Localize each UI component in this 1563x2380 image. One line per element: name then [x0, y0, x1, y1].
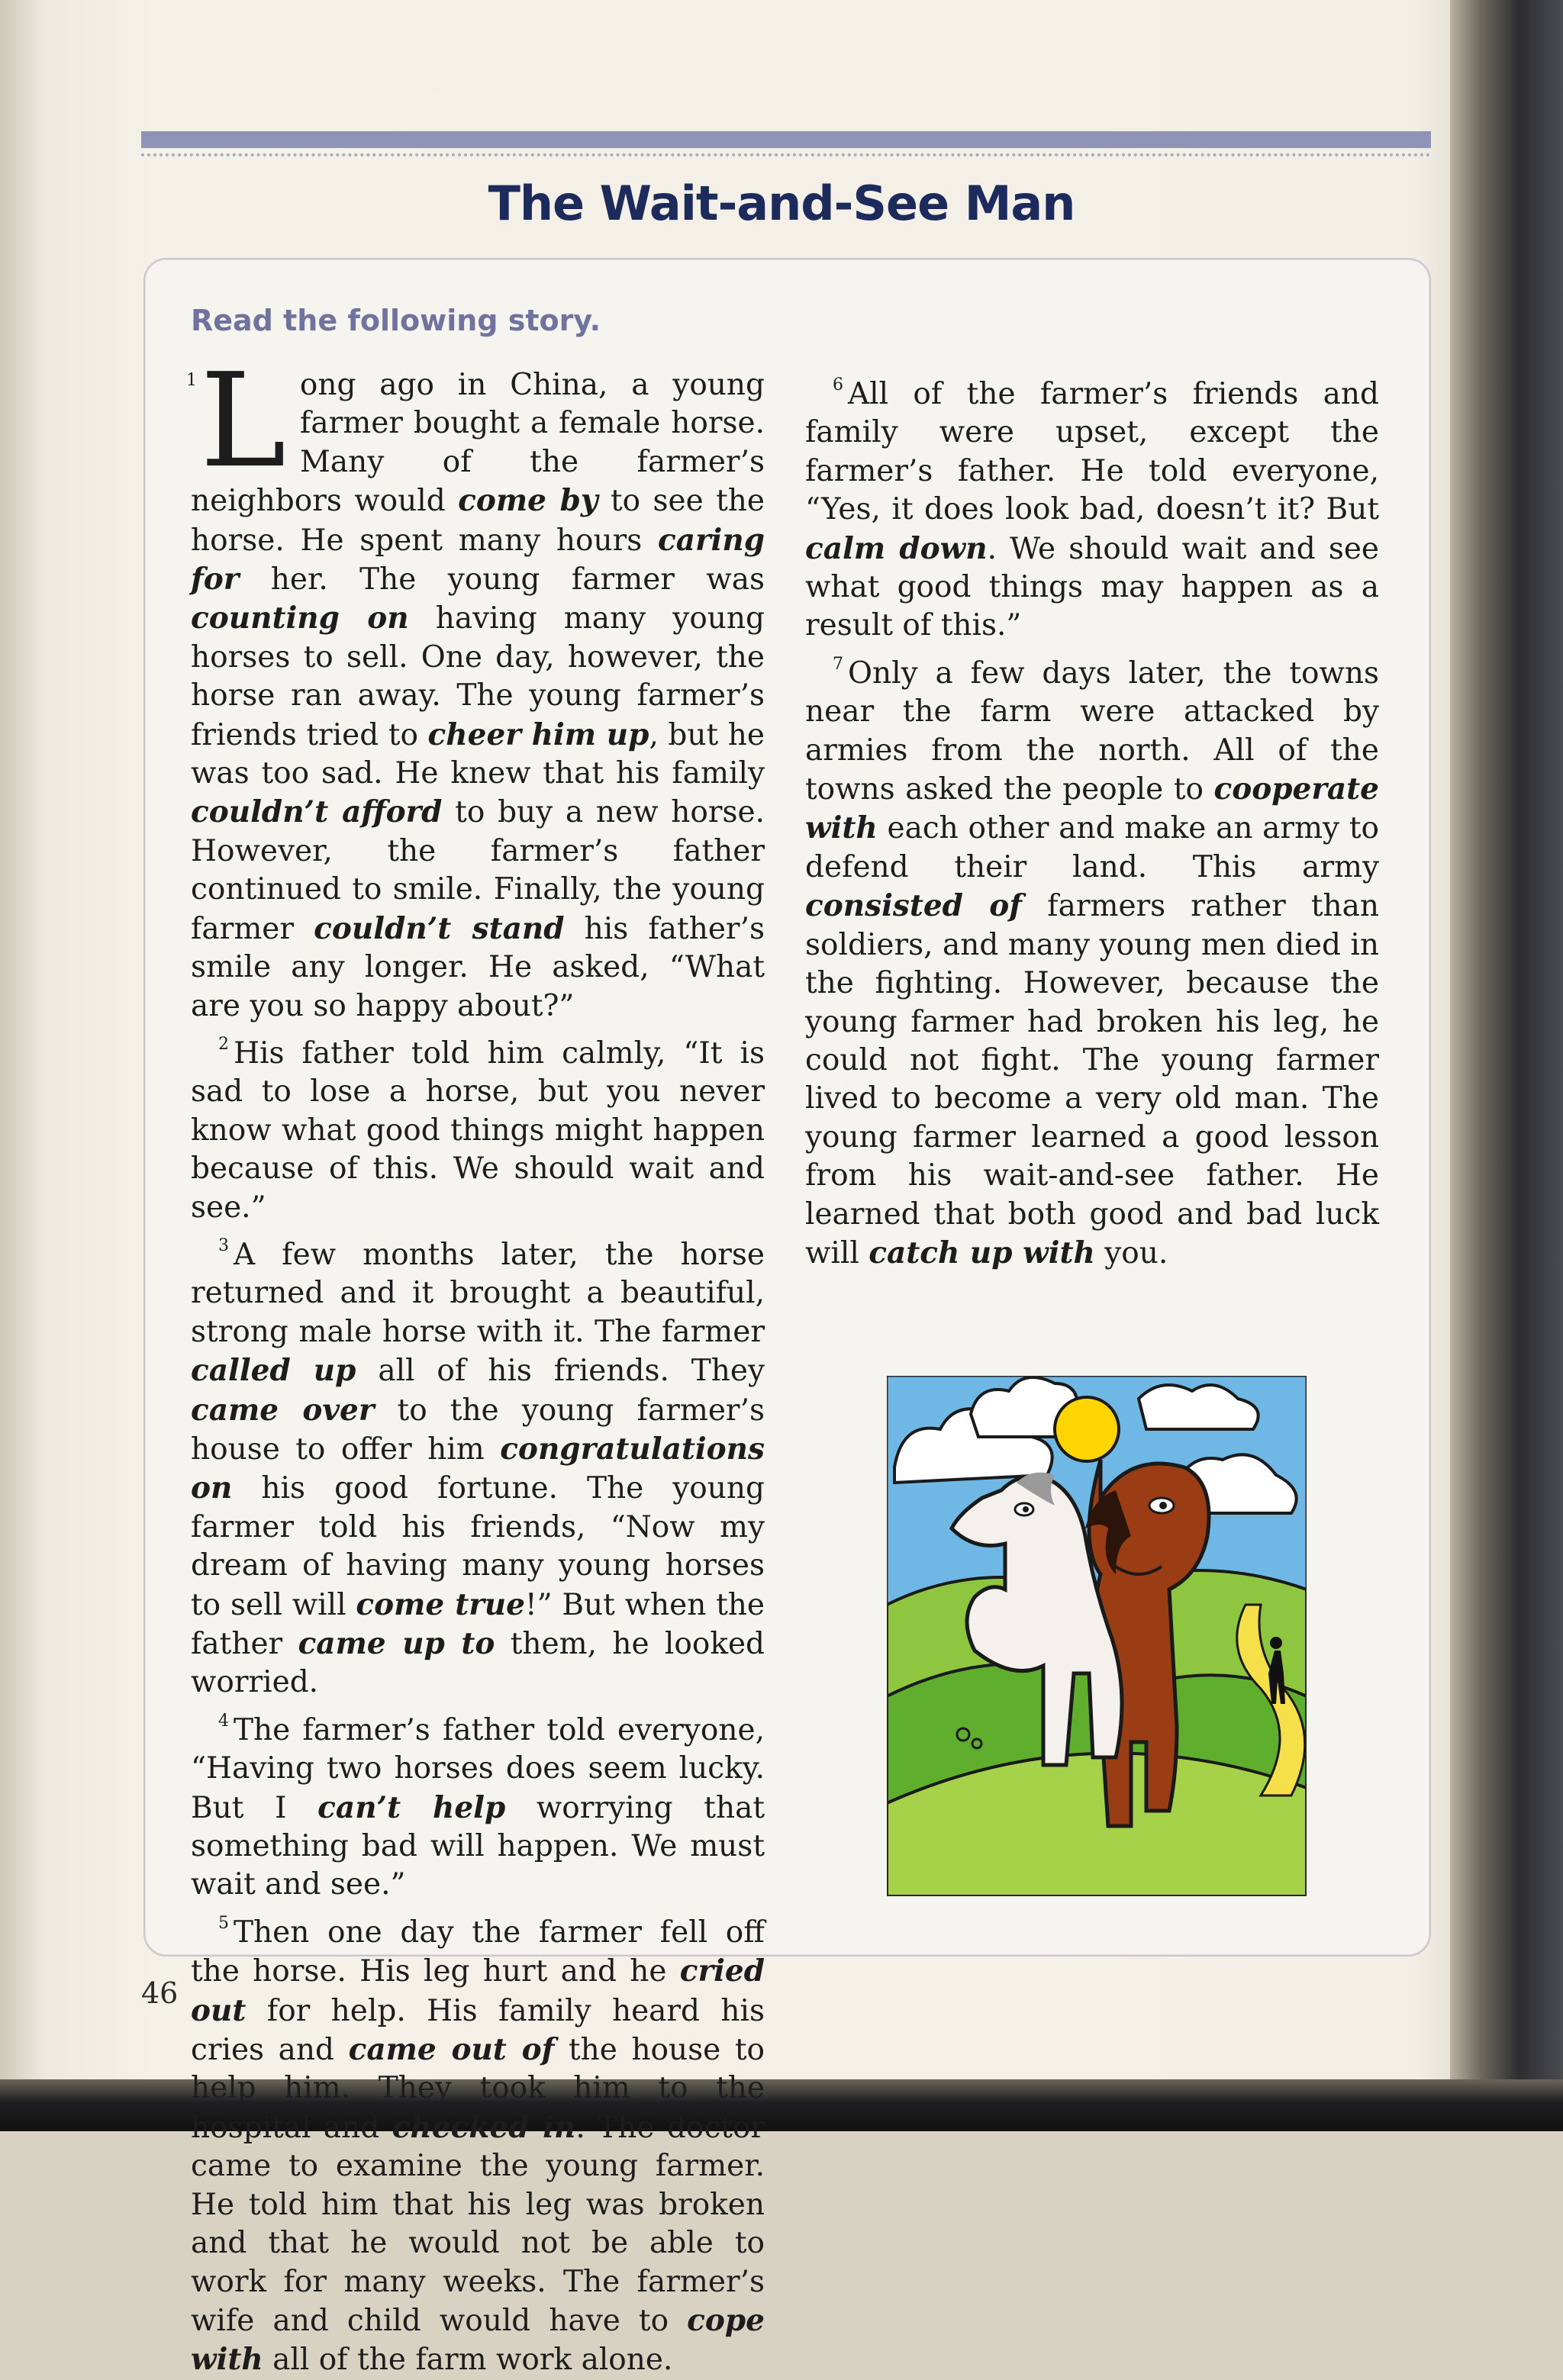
header-bar — [141, 131, 1431, 148]
paragraph-4 — [191, 1702, 765, 1905]
phrasal-verb: come by — [458, 483, 598, 519]
paragraph-1 — [186, 346, 765, 1026]
text-run: for help. His family heard his cries and — [191, 1993, 765, 2068]
text-run: . We should wait and see what good things may happen as a result of this.” — [805, 531, 1380, 643]
phrasal-verb: came up to — [298, 1626, 495, 1661]
text-run: to the young farmer’s house to offer him — [191, 1393, 765, 1467]
text-run: to see the horse. He spent many hours — [191, 484, 765, 558]
text-run: you. — [1094, 1235, 1168, 1271]
phrasal-verb: catch up with — [869, 1235, 1095, 1271]
phrasal-verb: checked in — [392, 2109, 576, 2145]
paragraph-number: 6 — [833, 375, 843, 395]
phrasal-verb: came out of — [348, 2032, 555, 2068]
text-run: , but he was too sad. He knew that his family — [191, 717, 765, 791]
phrasal-verb: congratulations on — [191, 1431, 765, 1506]
dropcap-wrapper — [186, 346, 286, 497]
phrasal-verb: cooperate with — [805, 771, 1379, 846]
story-column-left — [186, 346, 765, 2380]
paragraph-number: 4 — [218, 1711, 229, 1731]
phrasal-verb: couldn’t afford — [191, 794, 443, 830]
text-run: each other and make an army to defend their land. This army — [805, 811, 1379, 884]
text-run: all of his friends. They — [356, 1354, 765, 1389]
phrasal-verb: cope with — [191, 2302, 765, 2378]
phrasal-verb: caring for — [191, 522, 765, 597]
text-run: Only a few days later, the towns near the farm were attacked by armies from the north. All of the towns asked the people to — [805, 655, 1379, 807]
phrasal-verb: called up — [191, 1353, 356, 1389]
drop-cap: L — [200, 346, 286, 497]
page-title: The Wait-and-See Man — [488, 176, 1075, 231]
text-run: worrying that something bad will happen. We must wait and see.” — [191, 1790, 765, 1902]
text-run: his good fortune. The young farmer told his friends, “Now my dream of having many young horses to sell will — [191, 1471, 765, 1622]
paragraph-5 — [191, 1905, 765, 2380]
phrasal-verb: consisted of — [805, 888, 1023, 924]
text-run: All of the farmer’s friends and family were upset, except the farmer’s father. He told everyone, “Yes, it does look bad, doesn’t it? But — [805, 377, 1379, 527]
text-run: His father told him calmly, “It is sad to lose a horse, but you never know what good things might happen because of this. We should wait and see.” — [191, 1035, 765, 1225]
text-run: his father’s smile any longer. He asked, “What are you so happy about?” — [191, 911, 765, 1023]
text-run: her. The young farmer was — [239, 562, 765, 597]
paragraph-2 — [191, 1026, 765, 1227]
text-run: all of the farm work alone. — [263, 2343, 673, 2378]
phrasal-verb: calm down — [805, 530, 988, 566]
text-run: the house to help him. They took him to the hospital and — [191, 2033, 765, 2145]
text-run: farmers rather than soldiers, and many young men died in the fighting. However, because the young farmer had broken his leg, he could not fight. The young farmer lived to become a very old man. The young farmer learned a good lesson from his wait-and-see father. He learned that both good and bad luck will — [805, 889, 1379, 1271]
paragraph-number: 3 — [218, 1235, 229, 1255]
text-run: A few months later, the horse returned and it brought a beautiful, strong male horse with it. The farmer — [191, 1237, 765, 1349]
phrasal-verb: come true — [356, 1586, 525, 1622]
book-spine-shadow — [1450, 0, 1563, 2131]
text-run: them, he looked worried. — [191, 1627, 765, 1700]
paragraph-6 — [805, 366, 1379, 646]
phrasal-verb: counting on — [191, 601, 409, 636]
phrasal-verb: cheer him up — [427, 717, 649, 752]
story-column-right — [805, 366, 1379, 1273]
phrasal-verb: cried out — [191, 1953, 765, 2028]
text-run: to buy a new horse. However, the farmer’s father continued to smile. Finally, the young farmer — [191, 795, 765, 946]
paragraph-number: 5 — [218, 1913, 229, 1933]
phrasal-verb: came over — [191, 1392, 375, 1428]
page-number: 46 — [141, 1976, 179, 2010]
paragraph-number: 7 — [833, 654, 843, 674]
paragraph-number: 2 — [218, 1034, 229, 1054]
text-run: . The doctor came to examine the young farmer. He told him that his leg was broken and that he would not be able to work for many weeks. The farmer’s wife and child would have to — [191, 2110, 765, 2338]
paragraph-number: 1 — [186, 371, 197, 390]
text-run: ong ago in China, a young farmer bought a female horse. Many of the farmer’s neighbors would — [191, 368, 765, 519]
sun — [1055, 1397, 1119, 1461]
phrasal-verb: couldn’t stand — [314, 910, 565, 946]
text-run: !” But when the father — [191, 1587, 765, 1661]
horses-illustration — [887, 1376, 1307, 1896]
text-run: having many young horses to sell. One day, however, the horse ran away. The young farmer’s friends tried to — [191, 601, 765, 752]
text-run: The farmer’s father told everyone, “Having two horses does seem lucky. But I — [191, 1712, 765, 1825]
header-dotted-rule — [141, 153, 1431, 156]
farmer-head — [1270, 1637, 1282, 1649]
paragraph-3 — [191, 1227, 765, 1702]
text-run: Then one day the farmer fell off the horse. His leg hurt and he — [191, 1915, 765, 1989]
paragraph-7 — [805, 646, 1379, 1274]
phrasal-verb: can’t help — [317, 1789, 506, 1825]
instruction-text: Read the following story. — [191, 304, 601, 337]
